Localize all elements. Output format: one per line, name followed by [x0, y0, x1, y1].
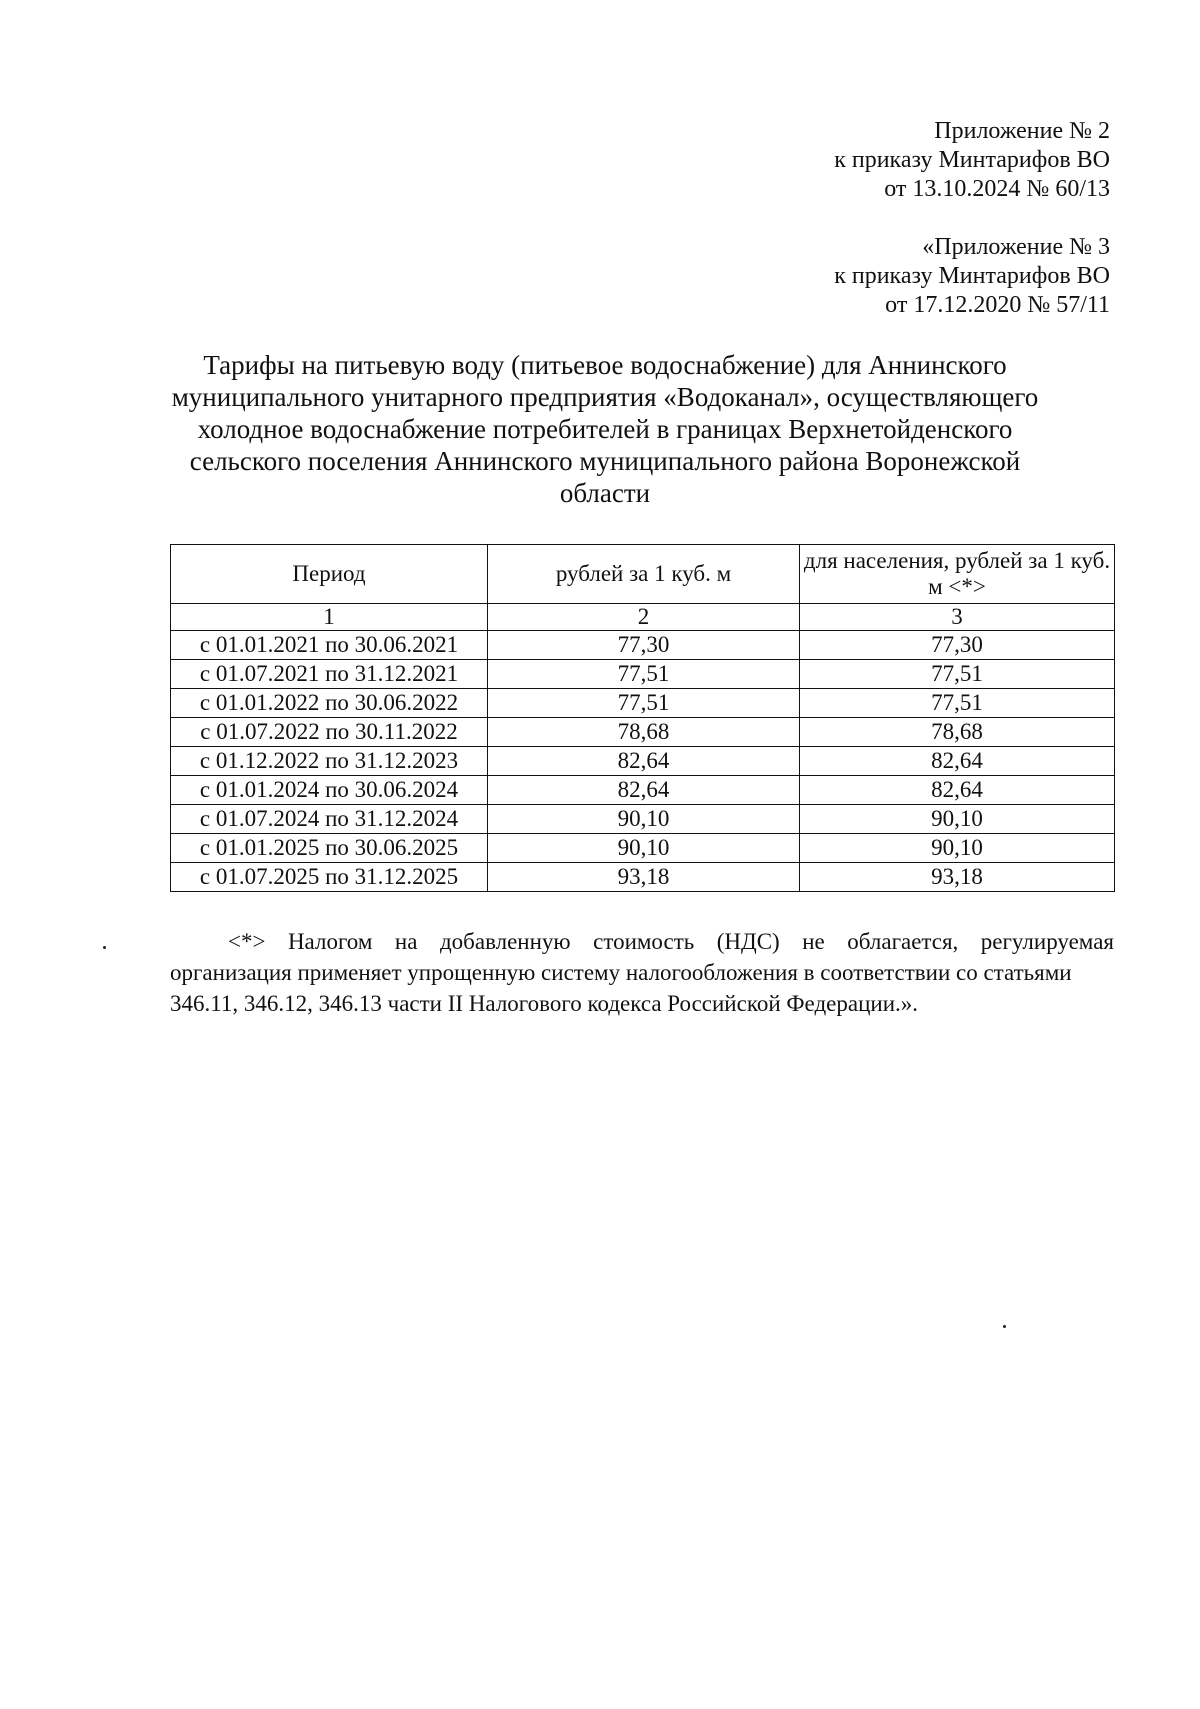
cell-rate: 77,51 — [488, 660, 800, 689]
cell-rate-population: 82,64 — [800, 776, 1115, 805]
title-line: Тарифы на питьевую воду (питьевое водоснабжение) для Аннинского — [203, 350, 1007, 380]
column-number: 3 — [800, 604, 1115, 631]
cell-rate: 82,64 — [488, 776, 800, 805]
annex-line: к приказу Минтарифов ВО — [834, 147, 1110, 173]
cell-period: с 01.12.2022 по 31.12.2023 — [171, 747, 488, 776]
footnote-line: <*> Налогом на добавленную стоимость (НДС) не облагается, регулируемая — [228, 929, 1114, 954]
table-row — [171, 776, 1115, 805]
table-row — [171, 718, 1115, 747]
cell-rate: 82,64 — [488, 747, 800, 776]
title-line: холодное водоснабжение потребителей в границах Верхнетойденского — [197, 414, 1013, 444]
title-line: муниципального унитарного предприятия «Водоканал», осуществляющего — [171, 382, 1039, 412]
cell-rate-population: 78,68 — [800, 718, 1115, 747]
cell-period: с 01.01.2024 по 30.06.2024 — [171, 776, 488, 805]
table-row — [171, 747, 1115, 776]
annex-line: от 17.12.2020 № 57/11 — [885, 292, 1110, 318]
cell-rate-population: 93,18 — [800, 863, 1115, 892]
cell-rate: 90,10 — [488, 834, 800, 863]
cell-rate-population: 77,30 — [800, 631, 1115, 660]
cell-period: с 01.01.2025 по 30.06.2025 — [171, 834, 488, 863]
header-period: Период — [171, 545, 488, 604]
table-row — [171, 805, 1115, 834]
annex-header-original — [834, 233, 1110, 320]
table-row — [171, 863, 1115, 892]
cell-rate-population: 77,51 — [800, 660, 1115, 689]
cell-rate-population: 82,64 — [800, 747, 1115, 776]
cell-period: с 01.07.2024 по 31.12.2024 — [171, 805, 488, 834]
annex-line: к приказу Минтарифов ВО — [834, 263, 1110, 289]
cell-rate: 77,30 — [488, 631, 800, 660]
scan-speck — [1003, 1325, 1006, 1328]
cell-rate-population: 90,10 — [800, 805, 1115, 834]
table-row — [171, 834, 1115, 863]
cell-rate: 77,51 — [488, 689, 800, 718]
footnote — [170, 926, 1114, 1019]
cell-rate: 93,18 — [488, 863, 800, 892]
cell-rate: 78,68 — [488, 718, 800, 747]
table-column-numbers-row — [171, 604, 1115, 631]
cell-rate-population: 77,51 — [800, 689, 1115, 718]
document-title — [150, 349, 1060, 509]
scan-speck — [103, 946, 106, 949]
annex-line: от 13.10.2024 № 60/13 — [884, 176, 1110, 202]
cell-period: с 01.01.2021 по 30.06.2021 — [171, 631, 488, 660]
column-number: 2 — [488, 604, 800, 631]
cell-rate-population: 90,10 — [800, 834, 1115, 863]
cell-period: с 01.07.2021 по 31.12.2021 — [171, 660, 488, 689]
column-number: 1 — [171, 604, 488, 631]
annex-line: «Приложение № 3 — [922, 234, 1110, 260]
tariff-table — [170, 544, 1115, 892]
title-line: области — [559, 478, 651, 508]
header-rate: рублей за 1 куб. м — [488, 545, 800, 604]
footnote-line: организация применяет упрощенную систему налогообложения в соответствии со статьями — [170, 960, 1072, 985]
annex-line: Приложение № 2 — [934, 118, 1110, 144]
title-line: сельского поселения Аннинского муниципального района Воронежской — [189, 446, 1021, 476]
annex-header-current — [834, 117, 1110, 204]
table-row — [171, 660, 1115, 689]
cell-period: с 01.07.2022 по 30.11.2022 — [171, 718, 488, 747]
footnote-line: 346.11, 346.12, 346.13 части II Налогового кодекса Российской Федерации.». — [170, 991, 919, 1016]
cell-period: с 01.01.2022 по 30.06.2022 — [171, 689, 488, 718]
table-row — [171, 631, 1115, 660]
header-rate-population: для населения, рублей за 1 куб. м <*> — [800, 545, 1115, 604]
cell-rate: 90,10 — [488, 805, 800, 834]
cell-period: с 01.07.2025 по 31.12.2025 — [171, 863, 488, 892]
table-header-row — [171, 545, 1115, 604]
table-row — [171, 689, 1115, 718]
